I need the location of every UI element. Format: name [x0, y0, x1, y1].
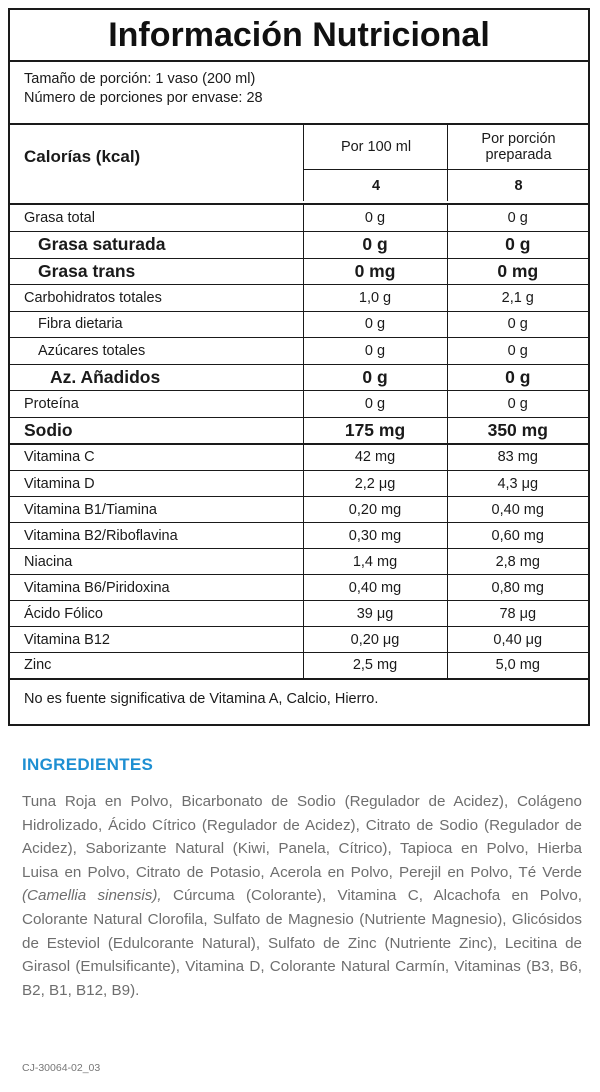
vitamin-name: Vitamina D — [10, 471, 303, 497]
value-per-100ml: 0 g — [303, 364, 447, 391]
value-per-serving: 5,0 mg — [447, 653, 588, 679]
value-per-100ml: 0 g — [303, 205, 447, 232]
table-row — [10, 258, 588, 285]
table-row — [10, 338, 588, 365]
value-per-100ml: 175 mg — [303, 417, 447, 444]
vitamin-name: Vitamina B2/Riboflavina — [10, 523, 303, 549]
value-per-100ml: 0 mg — [303, 258, 447, 285]
table-row — [10, 549, 588, 575]
vitamin-name: Niacina — [10, 549, 303, 575]
value-per-serving: 0 g — [447, 205, 588, 232]
value-per-serving: 0 g — [447, 338, 588, 365]
panel-title: Información Nutricional — [10, 10, 588, 62]
vitamin-name: Vitamina B6/Piridoxina — [10, 575, 303, 601]
value-per-100ml: 2,5 mg — [303, 653, 447, 679]
table-row — [10, 627, 588, 653]
nutrition-facts-panel — [8, 8, 590, 726]
table-row — [10, 205, 588, 232]
ingredients-text — [22, 790, 582, 1002]
value-per-serving: 0,40 mg — [447, 497, 588, 523]
table-row — [10, 285, 588, 312]
value-per-serving: 0 g — [447, 364, 588, 391]
table-row — [10, 311, 588, 338]
table-row — [10, 523, 588, 549]
value-per-serving: 2,8 mg — [447, 549, 588, 575]
serving-size: Tamaño de porción: 1 vaso (200 ml) — [24, 71, 256, 87]
ingredients-heading: INGREDIENTES — [22, 755, 154, 774]
value-per-serving: 0,40 μg — [447, 627, 588, 653]
value-per-serving: 2,1 g — [447, 285, 588, 312]
column-header-line2: preparada — [485, 147, 552, 163]
value-per-100ml: 0,20 μg — [303, 627, 447, 653]
table-row — [10, 471, 588, 497]
product-code: CJ-30064-02_03 — [22, 1062, 101, 1074]
vitamins-table — [10, 445, 588, 680]
column-per-100ml — [303, 125, 448, 201]
value-per-100ml: 0 g — [303, 311, 447, 338]
column-header-per-100ml: Por 100 ml — [304, 125, 448, 170]
vitamin-name: Zinc — [10, 653, 303, 679]
value-per-100ml: 2,2 μg — [303, 471, 447, 497]
value-per-serving: 0 g — [447, 232, 588, 259]
calories-label: Calorías (kcal) — [24, 147, 141, 166]
vitamin-name: Vitamina B1/Tiamina — [10, 497, 303, 523]
ingredients-text-italic: (Camellia sinensis), — [22, 887, 162, 905]
vitamin-name: Ácido Fólico — [10, 601, 303, 627]
nutrients-table — [10, 205, 588, 445]
calories-per-100ml: 4 — [371, 177, 381, 194]
table-row — [10, 364, 588, 391]
value-per-serving: 0,80 mg — [447, 575, 588, 601]
nutrient-name: Carbohidratos totales — [10, 285, 303, 312]
value-per-serving: 83 mg — [447, 445, 588, 471]
column-header-per-serving — [448, 125, 589, 170]
table-row — [10, 445, 588, 471]
ingredients-text-part1: Tuna Roja en Polvo, Bicarbonato de Sodio (Regulador de Acidez), Colágeno Hidrolizado, Ácido Cítrico (Regulador de Acidez), Citrato de Sodio (Regulador de Acidez), Saborizante Natural (Kiwi, Panela, Cítrico), Tapioca en Polvo, Hierba Luisa en Polvo, Citrato de Potasio, Acerola en Polvo, Perejil en Polvo, Té Verde — [22, 793, 582, 881]
value-per-serving: 0 g — [447, 311, 588, 338]
value-per-serving: 0,60 mg — [447, 523, 588, 549]
value-per-100ml: 39 μg — [303, 601, 447, 627]
column-per-serving — [447, 125, 589, 201]
value-per-100ml: 0 g — [303, 232, 447, 259]
table-row — [10, 391, 588, 418]
value-per-100ml: 42 mg — [303, 445, 447, 471]
value-per-100ml: 1,4 mg — [303, 549, 447, 575]
table-row — [10, 601, 588, 627]
serving-info — [10, 62, 588, 125]
nutrient-name: Grasa total — [10, 205, 303, 232]
vitamin-name: Vitamina C — [10, 445, 303, 471]
calories-header — [10, 125, 588, 205]
servings-per-container: Número de porciones por envase: 28 — [24, 90, 263, 106]
nutrient-name: Grasa saturada — [10, 232, 303, 259]
value-per-100ml: 0,20 mg — [303, 497, 447, 523]
value-per-serving: 350 mg — [447, 417, 588, 444]
value-per-100ml: 0,30 mg — [303, 523, 447, 549]
nutrient-name: Fibra dietaria — [10, 311, 303, 338]
value-per-100ml: 0,40 mg — [303, 575, 447, 601]
value-per-serving: 0 mg — [447, 258, 588, 285]
value-per-100ml: 0 g — [303, 338, 447, 365]
nutrient-name: Proteína — [10, 391, 303, 418]
table-row — [10, 417, 588, 444]
nutrient-name: Sodio — [10, 417, 303, 444]
value-per-100ml: 1,0 g — [303, 285, 447, 312]
table-row — [10, 232, 588, 259]
table-row — [10, 575, 588, 601]
table-row — [10, 653, 588, 679]
calories-per-serving: 8 — [514, 177, 523, 194]
footnote: No es fuente significativa de Vitamina A, Calcio, Hierro. — [24, 690, 379, 707]
table-row — [10, 497, 588, 523]
value-per-serving: 0 g — [447, 391, 588, 418]
nutrient-name: Az. Añadidos — [10, 364, 303, 391]
value-per-serving: 78 μg — [447, 601, 588, 627]
nutrient-name: Grasa trans — [10, 258, 303, 285]
vitamin-name: Vitamina B12 — [10, 627, 303, 653]
column-header-line1: Por porción — [481, 131, 556, 147]
value-per-100ml: 0 g — [303, 391, 447, 418]
ingredients-text-part2: Cúrcuma (Colorante), Vitamina C, Alcachofa en Polvo, Colorante Natural Clorofila, Sulfato de Magnesio (Nutriente Magnesio), Glicósidos de Esteviol (Edulcorante Natural), Sulfato de Zinc (Nutriente Zinc), Lecitina de Girasol (Emulsificante), Vitamina D, Colorante Natural Carmín, Vitaminas (B3, B6, B2, B1, B12, B9). — [22, 887, 582, 999]
nutrient-name: Azúcares totales — [10, 338, 303, 365]
value-per-serving: 4,3 μg — [447, 471, 588, 497]
